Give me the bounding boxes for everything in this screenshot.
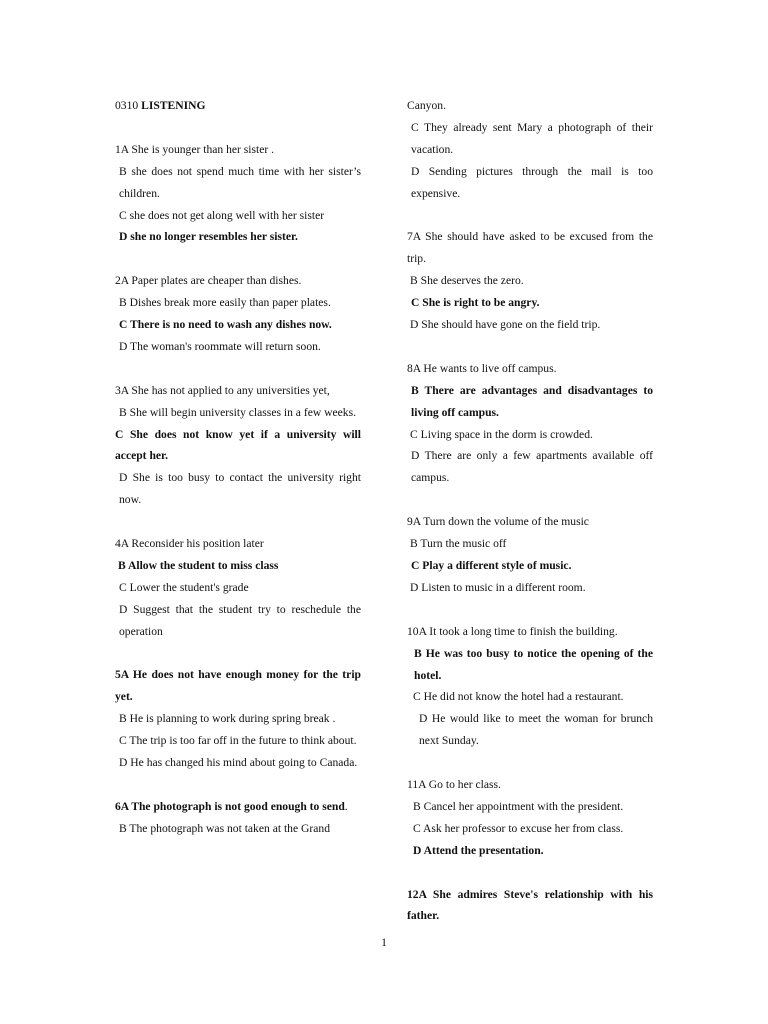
left-column: [115, 95, 361, 840]
option-10b-answer: B He was too busy to notice the opening of the hotel.: [414, 646, 653, 682]
right-column: [407, 95, 653, 927]
option-6d: D Sending pictures through the mail is too expensive.: [411, 164, 653, 200]
question-12: [407, 884, 653, 928]
option-2a: 2A Paper plates are cheaper than dishes.: [115, 274, 302, 288]
option-9b: B Turn the music off: [410, 537, 507, 551]
option-6b-cont: Canyon.: [407, 99, 446, 112]
option-4b-answer: B Allow the student to miss class: [118, 558, 279, 572]
option-9a: 9A Turn down the volume of the music: [407, 515, 589, 529]
option-6a-text: 6A The photograph is not good enough to send: [115, 799, 345, 813]
option-6a-period: .: [344, 799, 348, 813]
option-3d: D She is too busy to contact the university right now.: [119, 471, 361, 507]
option-9c-answer: C Play a different style of music.: [411, 558, 572, 572]
question-2: [115, 270, 361, 358]
option-4a: 4A Reconsider his position later: [115, 537, 264, 551]
page-number: 1: [381, 936, 387, 949]
option-7b: B She deserves the zero.: [410, 274, 524, 288]
option-3c-answer: C She does not know yet if a university will accept her.: [115, 427, 361, 463]
option-6a-answer: [115, 796, 361, 818]
option-5c: C The trip is too far off in the future to think about.: [119, 734, 357, 748]
question-3: [115, 380, 361, 511]
question-10: [407, 621, 653, 752]
question-6: [115, 796, 361, 840]
option-2b: B Dishes break more easily than paper plates.: [119, 296, 331, 310]
question-6-continued: [407, 95, 653, 205]
option-11c: C Ask her professor to excuse her from class.: [413, 821, 624, 835]
option-11a: 11A Go to her class.: [407, 778, 501, 792]
option-1d-answer: D she no longer resembles her sister.: [119, 230, 298, 244]
option-6b: B The photograph was not taken at the Grand: [119, 821, 330, 835]
option-5b: B He is planning to work during spring break .: [119, 712, 336, 726]
option-7d: D She should have gone on the field trip.: [410, 318, 601, 332]
page-title: [115, 95, 361, 117]
question-5: [115, 664, 361, 774]
question-1: [115, 139, 361, 249]
question-7: [407, 226, 653, 336]
option-3a: 3A She has not applied to any universities yet,: [115, 383, 330, 397]
option-4d: D Suggest that the student try to reschedule the operation: [119, 602, 361, 638]
option-8b-answer: B There are advantages and disadvantages to living off campus.: [411, 383, 653, 419]
question-4: [115, 533, 361, 643]
question-11: [407, 774, 653, 862]
title-label: LISTENING: [141, 99, 206, 112]
option-12a-answer: 12A She admires Steve's relationship with his father.: [407, 887, 653, 923]
option-8c: C Living space in the dorm is crowded.: [410, 427, 593, 441]
option-11b: B Cancel her appointment with the president.: [413, 799, 624, 813]
option-1b: B she does not spend much time with her sister’s children.: [119, 164, 361, 200]
option-2d: D The woman's roommate will return soon.: [119, 339, 321, 353]
option-10d: D He would like to meet the woman for brunch next Sunday.: [419, 712, 653, 748]
option-11d-answer: D Attend the presentation.: [413, 843, 544, 857]
option-2c-answer: C There is no need to wash any dishes now.: [119, 318, 332, 332]
title-code: 0310: [115, 99, 142, 112]
option-8a: 8A He wants to live off campus.: [407, 361, 557, 375]
option-10c: C He did not know the hotel had a restaurant.: [413, 690, 624, 704]
option-4c: C Lower the student's grade: [119, 580, 249, 594]
option-6c: C They already sent Mary a photograph of their vacation.: [411, 120, 653, 156]
option-3b: B She will begin university classes in a few weeks.: [119, 405, 356, 419]
option-7c-answer: C She is right to be angry.: [411, 296, 540, 310]
option-8d: D There are only a few apartments available off campus.: [411, 449, 653, 485]
option-1c: C she does not get along well with her sister: [119, 208, 325, 222]
option-1a: 1A She is younger than her sister .: [115, 142, 275, 156]
option-7a: 7A She should have asked to be excused from the trip.: [407, 230, 653, 266]
question-9: [407, 511, 653, 599]
question-8: [407, 358, 653, 489]
option-5a-answer: 5A He does not have enough money for the trip yet.: [115, 668, 361, 704]
option-5d: D He has changed his mind about going to Canada.: [119, 756, 358, 770]
option-9d: D Listen to music in a different room.: [410, 580, 586, 594]
option-10a: 10A It took a long time to finish the building.: [407, 624, 618, 638]
